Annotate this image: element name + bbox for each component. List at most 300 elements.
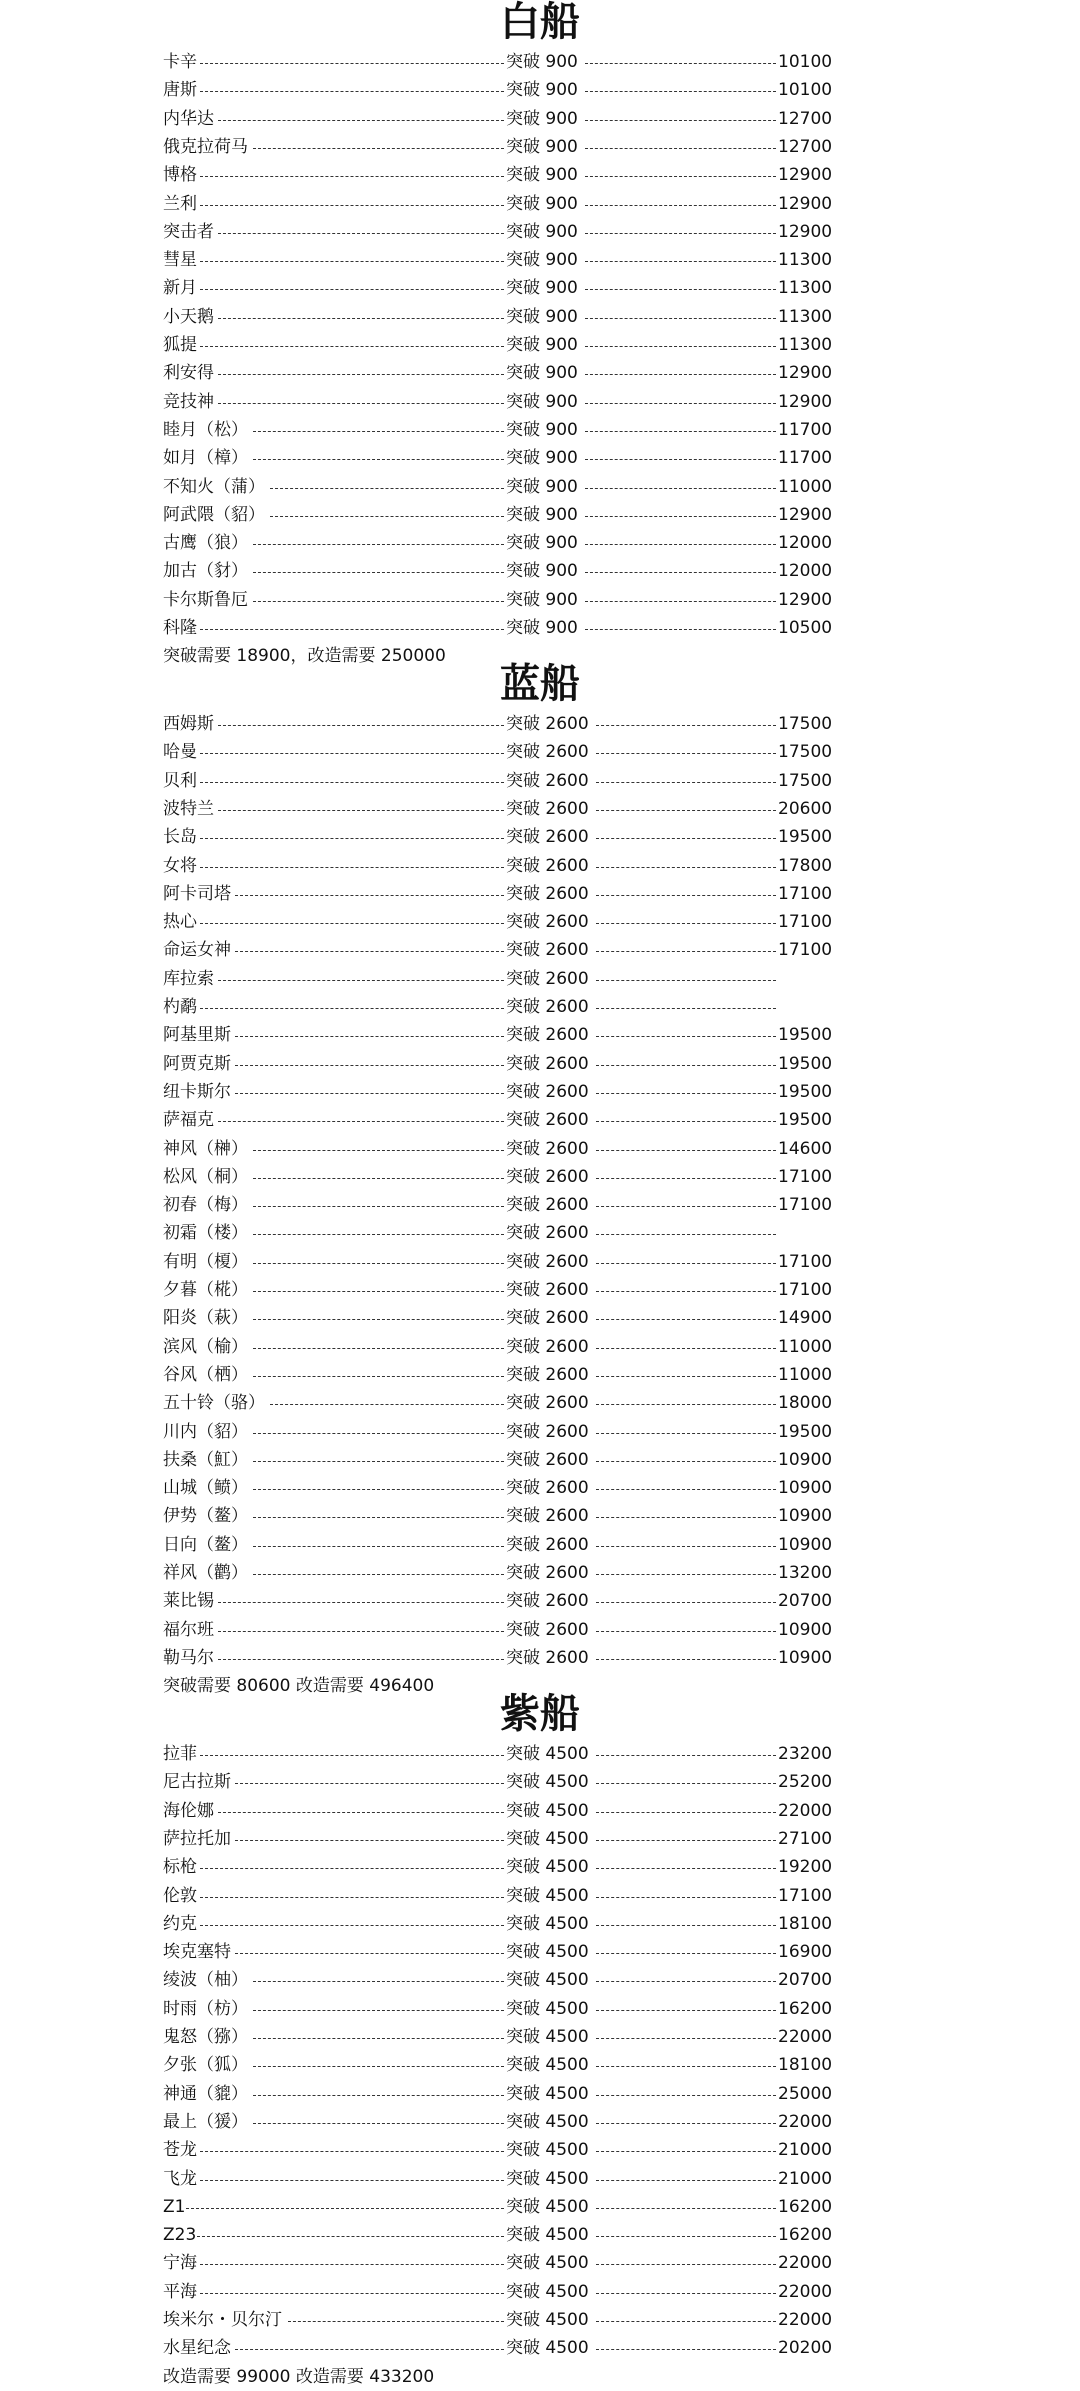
breakthrough-cost: 突破 900 [506, 504, 578, 525]
dot-leader [253, 1178, 505, 1179]
retrofit-cost: 25200 [778, 1772, 833, 1793]
ship-name: 初霜（楼） [163, 1223, 248, 1244]
retrofit-cost: 14600 [778, 1138, 833, 1159]
breakthrough-cost: 突破 2600 [506, 997, 589, 1017]
breakthrough-cost: 突破 4500 [506, 1800, 589, 1821]
dot-leader [218, 1602, 505, 1603]
dot-leader [253, 2095, 505, 2096]
breakthrough-cost: 突破 2600 [506, 1534, 589, 1555]
retrofit-cost: 22000 [778, 2027, 833, 2047]
breakthrough-cost: 突破 900 [506, 136, 578, 157]
breakthrough-cost: 突破 2600 [506, 1449, 589, 1470]
dot-leader [585, 516, 776, 517]
breakthrough-cost: 突破 900 [506, 221, 578, 242]
dot-leader [596, 1953, 777, 1954]
breakthrough-cost: 突破 2600 [506, 912, 589, 933]
ship-row [163, 359, 863, 387]
breakthrough-cost: 突破 2600 [506, 742, 589, 763]
ship-name: 利安得 [163, 363, 214, 384]
dot-leader [235, 895, 504, 896]
ship-row [163, 1938, 863, 1966]
ship-name: 贝利 [163, 770, 197, 791]
dot-leader [253, 1981, 505, 1982]
retrofit-cost: 22000 [778, 2253, 833, 2274]
breakthrough-cost: 突破 4500 [506, 2055, 589, 2076]
dot-leader [585, 629, 776, 630]
ship-row [163, 2108, 863, 2136]
ship-name: 内华达 [163, 108, 214, 129]
breakthrough-cost: 突破 2600 [506, 1591, 589, 1612]
ship-row [163, 557, 863, 585]
breakthrough-cost: 突破 900 [506, 80, 578, 101]
dot-leader [288, 2321, 505, 2322]
dot-leader [235, 1093, 504, 1094]
dot-leader [585, 261, 776, 262]
breakthrough-cost: 突破 2600 [506, 1647, 589, 1668]
dot-leader [200, 2151, 504, 2152]
retrofit-cost: 17500 [778, 742, 833, 763]
breakthrough-cost: 突破 2600 [506, 1308, 589, 1329]
retrofit-cost: 12900 [778, 391, 833, 412]
dot-leader [596, 1206, 777, 1207]
ship-name: 唐斯 [163, 80, 197, 101]
retrofit-cost: 19500 [778, 1025, 833, 1046]
ship-name: 谷风（栖） [163, 1364, 248, 1385]
breakthrough-cost: 突破 900 [506, 52, 578, 72]
ship-name: 莱比锡 [163, 1591, 214, 1612]
retrofit-cost: 11000 [778, 1364, 833, 1385]
ship-name: 初春（梅） [163, 1195, 248, 1216]
dot-leader [200, 629, 504, 630]
ship-row [163, 1882, 863, 1910]
ship-row [163, 1248, 863, 1276]
retrofit-cost: 20700 [778, 1591, 833, 1612]
dot-leader [585, 63, 776, 64]
breakthrough-cost: 突破 4500 [506, 2310, 589, 2330]
dot-leader [200, 1897, 504, 1898]
breakthrough-cost: 突破 900 [506, 589, 578, 610]
ship-row [163, 1163, 863, 1191]
ship-row [163, 161, 863, 189]
dot-leader [596, 1925, 777, 1926]
ship-row [163, 1333, 863, 1361]
section-summary: 突破需要 18900，改造需要 250000 [163, 646, 446, 667]
dot-leader [218, 318, 505, 319]
retrofit-cost: 25000 [778, 2083, 833, 2104]
ship-row [163, 1966, 863, 1994]
dot-leader [200, 261, 504, 262]
ship-row [163, 738, 863, 766]
dot-leader [218, 374, 505, 375]
dot-leader [585, 403, 776, 404]
retrofit-cost: 17100 [778, 940, 833, 961]
ship-name: 五十铃（骆） [163, 1393, 265, 1414]
ship-name: 不知火（蒲） [163, 476, 265, 497]
ship-row [163, 1418, 863, 1446]
retrofit-cost: 22000 [778, 2111, 833, 2132]
dot-leader [596, 1659, 777, 1660]
ship-name: 宁海 [163, 2253, 197, 2274]
breakthrough-cost: 突破 2600 [506, 1223, 589, 1244]
ship-row [163, 218, 863, 246]
ship-row [163, 1106, 863, 1134]
dot-leader [585, 318, 776, 319]
ship-name: 神风（榊） [163, 1138, 248, 1159]
retrofit-cost: 12700 [778, 136, 833, 157]
dot-leader [253, 1348, 505, 1349]
dot-leader [585, 431, 776, 432]
dot-leader [596, 2264, 777, 2265]
retrofit-cost: 12000 [778, 561, 833, 582]
dot-leader [596, 1574, 777, 1575]
ship-row [163, 1389, 863, 1417]
ship-name: 滨风（榆） [163, 1336, 248, 1357]
dot-leader [200, 63, 504, 64]
dot-leader [596, 753, 777, 754]
breakthrough-cost: 突破 2600 [506, 1364, 589, 1385]
breakthrough-cost: 突破 2600 [506, 883, 589, 904]
ship-name: 水星纪念 [163, 2338, 231, 2359]
retrofit-cost: 23200 [778, 1744, 833, 1764]
dot-leader [596, 725, 777, 726]
retrofit-cost: 12900 [778, 221, 833, 242]
dot-leader [596, 1291, 777, 1292]
dot-leader [596, 867, 777, 868]
ship-name: 俄克拉荷马 [163, 136, 248, 157]
dot-leader [585, 346, 776, 347]
dot-leader [200, 867, 504, 868]
breakthrough-cost: 突破 2600 [506, 1336, 589, 1357]
breakthrough-cost: 突破 4500 [506, 2253, 589, 2274]
retrofit-cost: 17100 [778, 1251, 833, 1272]
dot-leader [253, 1234, 505, 1235]
section-title-purple: 紫船 [500, 1690, 580, 1737]
ship-name: 古鹰（狼） [163, 533, 248, 554]
ship-row [163, 852, 863, 880]
dot-leader [596, 1489, 777, 1490]
ship-name: 兰利 [163, 193, 197, 214]
dot-leader [200, 782, 504, 783]
ship-name: 纽卡斯尔 [163, 1081, 231, 1102]
ship-row [163, 1304, 863, 1332]
retrofit-cost: 21000 [778, 2140, 833, 2161]
ship-name: 杓鹬 [163, 997, 197, 1017]
retrofit-cost: 19500 [778, 1081, 833, 1102]
breakthrough-cost: 突破 2600 [506, 1138, 589, 1159]
ship-name: 约克 [163, 1913, 197, 1934]
dot-leader [218, 1659, 505, 1660]
breakthrough-cost: 突破 2600 [506, 798, 589, 819]
dot-leader [253, 2038, 505, 2039]
retrofit-cost: 19500 [778, 1110, 833, 1131]
breakthrough-cost: 突破 900 [506, 561, 578, 582]
dot-leader [596, 1150, 777, 1151]
ship-name: 拉菲 [163, 1744, 197, 1764]
ship-row [163, 1644, 863, 1672]
dot-leader [596, 1517, 777, 1518]
ship-row [163, 529, 863, 557]
section-title-white: 白船 [500, 0, 580, 45]
ship-name: 西姆斯 [163, 714, 214, 734]
breakthrough-cost: 突破 2600 [506, 1478, 589, 1499]
dot-leader [218, 980, 505, 981]
retrofit-cost: 16200 [778, 1998, 833, 2019]
ship-row [163, 1361, 863, 1389]
breakthrough-cost: 突破 2600 [506, 1280, 589, 1300]
breakthrough-cost: 突破 4500 [506, 2196, 589, 2217]
dot-leader [253, 148, 505, 149]
dot-leader [253, 544, 505, 545]
dot-leader [200, 1868, 504, 1869]
breakthrough-cost: 突破 2600 [506, 1025, 589, 1046]
ship-row [163, 2051, 863, 2079]
retrofit-cost: 12900 [778, 504, 833, 525]
dot-leader [596, 1093, 777, 1094]
retrofit-cost: 10900 [778, 1647, 833, 1668]
ship-name: 尼古拉斯 [163, 1772, 231, 1793]
ship-name: 哈曼 [163, 742, 197, 763]
ship-name: 阿卡司塔 [163, 883, 231, 904]
ship-row [163, 1797, 863, 1825]
dot-leader [253, 1433, 505, 1434]
dot-leader [585, 488, 776, 489]
dot-leader [596, 1602, 777, 1603]
ship-row [163, 105, 863, 133]
ship-row [163, 2221, 863, 2249]
dot-leader [253, 1517, 505, 1518]
breakthrough-cost: 突破 2600 [506, 940, 589, 961]
ship-row [163, 908, 863, 936]
retrofit-cost: 13200 [778, 1563, 833, 1583]
ship-row [163, 1446, 863, 1474]
breakthrough-cost: 突破 4500 [506, 2225, 589, 2246]
retrofit-cost: 27100 [778, 1828, 833, 1849]
ship-name: 最上（猨） [163, 2111, 248, 2132]
dot-leader [596, 2349, 777, 2350]
dot-leader [596, 810, 777, 811]
dot-leader [596, 895, 777, 896]
ship-row [163, 586, 863, 614]
dot-leader [200, 2180, 504, 2181]
ship-name: 阿武隈（貂） [163, 504, 265, 525]
ship-row [163, 1853, 863, 1881]
ship-name: 狐提 [163, 335, 197, 355]
ship-row [163, 388, 863, 416]
dot-leader [253, 1206, 505, 1207]
dot-leader [218, 725, 505, 726]
ship-name: 平海 [163, 2281, 197, 2302]
retrofit-cost: 16200 [778, 2225, 833, 2246]
ship-row [163, 246, 863, 274]
retrofit-cost: 17100 [778, 1195, 833, 1216]
ship-row [163, 416, 863, 444]
breakthrough-cost: 突破 2600 [506, 1166, 589, 1187]
dot-leader [585, 544, 776, 545]
ship-name: 时雨（枋） [163, 1998, 248, 2019]
breakthrough-cost: 突破 900 [506, 193, 578, 214]
dot-leader [253, 459, 505, 460]
dot-leader [596, 2123, 777, 2124]
ship-row [163, 331, 863, 359]
ship-row [163, 1021, 863, 1049]
ship-row [163, 303, 863, 331]
ship-row [163, 2136, 863, 2164]
dot-leader [585, 374, 776, 375]
ship-name: 福尔班 [163, 1619, 214, 1640]
retrofit-cost: 19200 [778, 1857, 833, 1878]
ship-name: Z1 [163, 2196, 186, 2217]
ship-row [163, 1276, 863, 1304]
ship-row [163, 1191, 863, 1219]
retrofit-cost: 12900 [778, 193, 833, 214]
section-summary: 突破需要 80600 改造需要 496400 [163, 1676, 435, 1697]
breakthrough-cost: 突破 900 [506, 306, 578, 327]
dot-leader [235, 1840, 504, 1841]
section-title-blue: 蓝船 [500, 660, 580, 707]
ship-name: 伦敦 [163, 1885, 197, 1906]
ship-name: 绫波（柚） [163, 1970, 248, 1991]
ship-name: 新月 [163, 278, 197, 299]
dot-leader [218, 1121, 505, 1122]
dot-leader [218, 1812, 505, 1813]
breakthrough-cost: 突破 900 [506, 108, 578, 129]
dot-leader [585, 148, 776, 149]
retrofit-cost: 12700 [778, 108, 833, 129]
dot-leader [235, 1953, 504, 1954]
breakthrough-cost: 突破 4500 [506, 1828, 589, 1849]
retrofit-cost: 16200 [778, 2196, 833, 2217]
ship-row [163, 1531, 863, 1559]
dot-leader [253, 572, 505, 573]
breakthrough-cost: 突破 4500 [506, 2338, 589, 2359]
ship-name: 飞龙 [163, 2168, 197, 2189]
ship-name: 库拉索 [163, 968, 214, 989]
dot-leader [596, 782, 777, 783]
breakthrough-cost: 突破 900 [506, 476, 578, 497]
retrofit-cost: 17100 [778, 1280, 833, 1300]
retrofit-cost: 11300 [778, 250, 833, 271]
retrofit-cost: 21000 [778, 2168, 833, 2189]
breakthrough-cost: 突破 4500 [506, 1744, 589, 1764]
breakthrough-cost: 突破 900 [506, 335, 578, 355]
dot-leader [596, 1812, 777, 1813]
ship-name: 埃克塞特 [163, 1942, 231, 1963]
dot-leader [585, 459, 776, 460]
breakthrough-cost: 突破 900 [506, 250, 578, 271]
dot-leader [270, 488, 504, 489]
ship-row [163, 2193, 863, 2221]
retrofit-cost: 18100 [778, 1913, 833, 1934]
dot-leader [253, 601, 505, 602]
dot-leader [253, 1291, 505, 1292]
dot-leader [200, 838, 504, 839]
ship-name: 松风（桐） [163, 1166, 248, 1187]
dot-leader [596, 1036, 777, 1037]
dot-leader [585, 233, 776, 234]
retrofit-cost: 11700 [778, 419, 833, 440]
ship-row [163, 473, 863, 501]
retrofit-cost: 17500 [778, 714, 833, 734]
dot-leader [235, 951, 504, 952]
dot-leader [596, 1461, 777, 1462]
ship-row [163, 501, 863, 529]
retrofit-cost: 17100 [778, 883, 833, 904]
breakthrough-cost: 突破 2600 [506, 1110, 589, 1131]
dot-leader [218, 233, 505, 234]
ship-row [163, 1135, 863, 1163]
dot-leader [596, 2151, 777, 2152]
breakthrough-cost: 突破 900 [506, 278, 578, 299]
dot-leader [585, 91, 776, 92]
ship-name: 热心 [163, 912, 197, 933]
dot-leader [596, 2180, 777, 2181]
breakthrough-cost: 突破 4500 [506, 2083, 589, 2104]
retrofit-cost: 20700 [778, 1970, 833, 1991]
breakthrough-cost: 突破 2600 [506, 827, 589, 848]
breakthrough-cost: 突破 900 [506, 363, 578, 384]
ship-row [163, 710, 863, 738]
ship-row [163, 614, 863, 642]
dot-leader [253, 2010, 505, 2011]
breakthrough-cost: 突破 2600 [506, 1619, 589, 1640]
ship-name: 萨福克 [163, 1110, 214, 1131]
dot-leader [596, 1783, 777, 1784]
breakthrough-cost: 突破 900 [506, 618, 578, 638]
ship-name: 卡尔斯鲁厄 [163, 589, 248, 610]
dot-leader [200, 346, 504, 347]
breakthrough-cost: 突破 2600 [506, 1421, 589, 1442]
retrofit-cost: 11000 [778, 1336, 833, 1357]
dot-leader [253, 1461, 505, 1462]
retrofit-cost: 10900 [778, 1619, 833, 1640]
ship-name: 博格 [163, 165, 197, 186]
retrofit-cost: 18000 [778, 1393, 833, 1414]
retrofit-cost: 11300 [778, 306, 833, 327]
retrofit-cost: 18100 [778, 2055, 833, 2076]
retrofit-cost: 11000 [778, 476, 833, 497]
ship-name: 扶桑（魟） [163, 1449, 248, 1470]
retrofit-cost: 20200 [778, 2338, 833, 2359]
ship-name: 竞技神 [163, 391, 214, 412]
ship-row [163, 1740, 863, 1768]
retrofit-cost: 10500 [778, 618, 833, 638]
ship-name: 有明（榎） [163, 1251, 248, 1272]
ship-row [163, 190, 863, 218]
breakthrough-cost: 突破 4500 [506, 1857, 589, 1878]
retrofit-cost: 10900 [778, 1478, 833, 1499]
dot-leader [596, 2236, 777, 2237]
ship-row [163, 274, 863, 302]
ship-row [163, 795, 863, 823]
ship-row [163, 2278, 863, 2306]
dot-leader [585, 289, 776, 290]
dot-leader [596, 1008, 777, 1009]
dot-leader [596, 923, 777, 924]
dot-leader [197, 2236, 505, 2237]
dot-leader [200, 1925, 504, 1926]
retrofit-cost: 19500 [778, 827, 833, 848]
ship-name: 苍龙 [163, 2140, 197, 2161]
dot-leader [235, 1065, 504, 1066]
ship-row [163, 1559, 863, 1587]
dot-leader [218, 1631, 505, 1632]
retrofit-cost: 22000 [778, 2310, 833, 2330]
dot-leader [235, 1783, 504, 1784]
ship-name: Z23 [163, 2225, 197, 2246]
ship-row [163, 1768, 863, 1796]
ship-name: 加古（豺） [163, 561, 248, 582]
retrofit-cost: 12900 [778, 589, 833, 610]
